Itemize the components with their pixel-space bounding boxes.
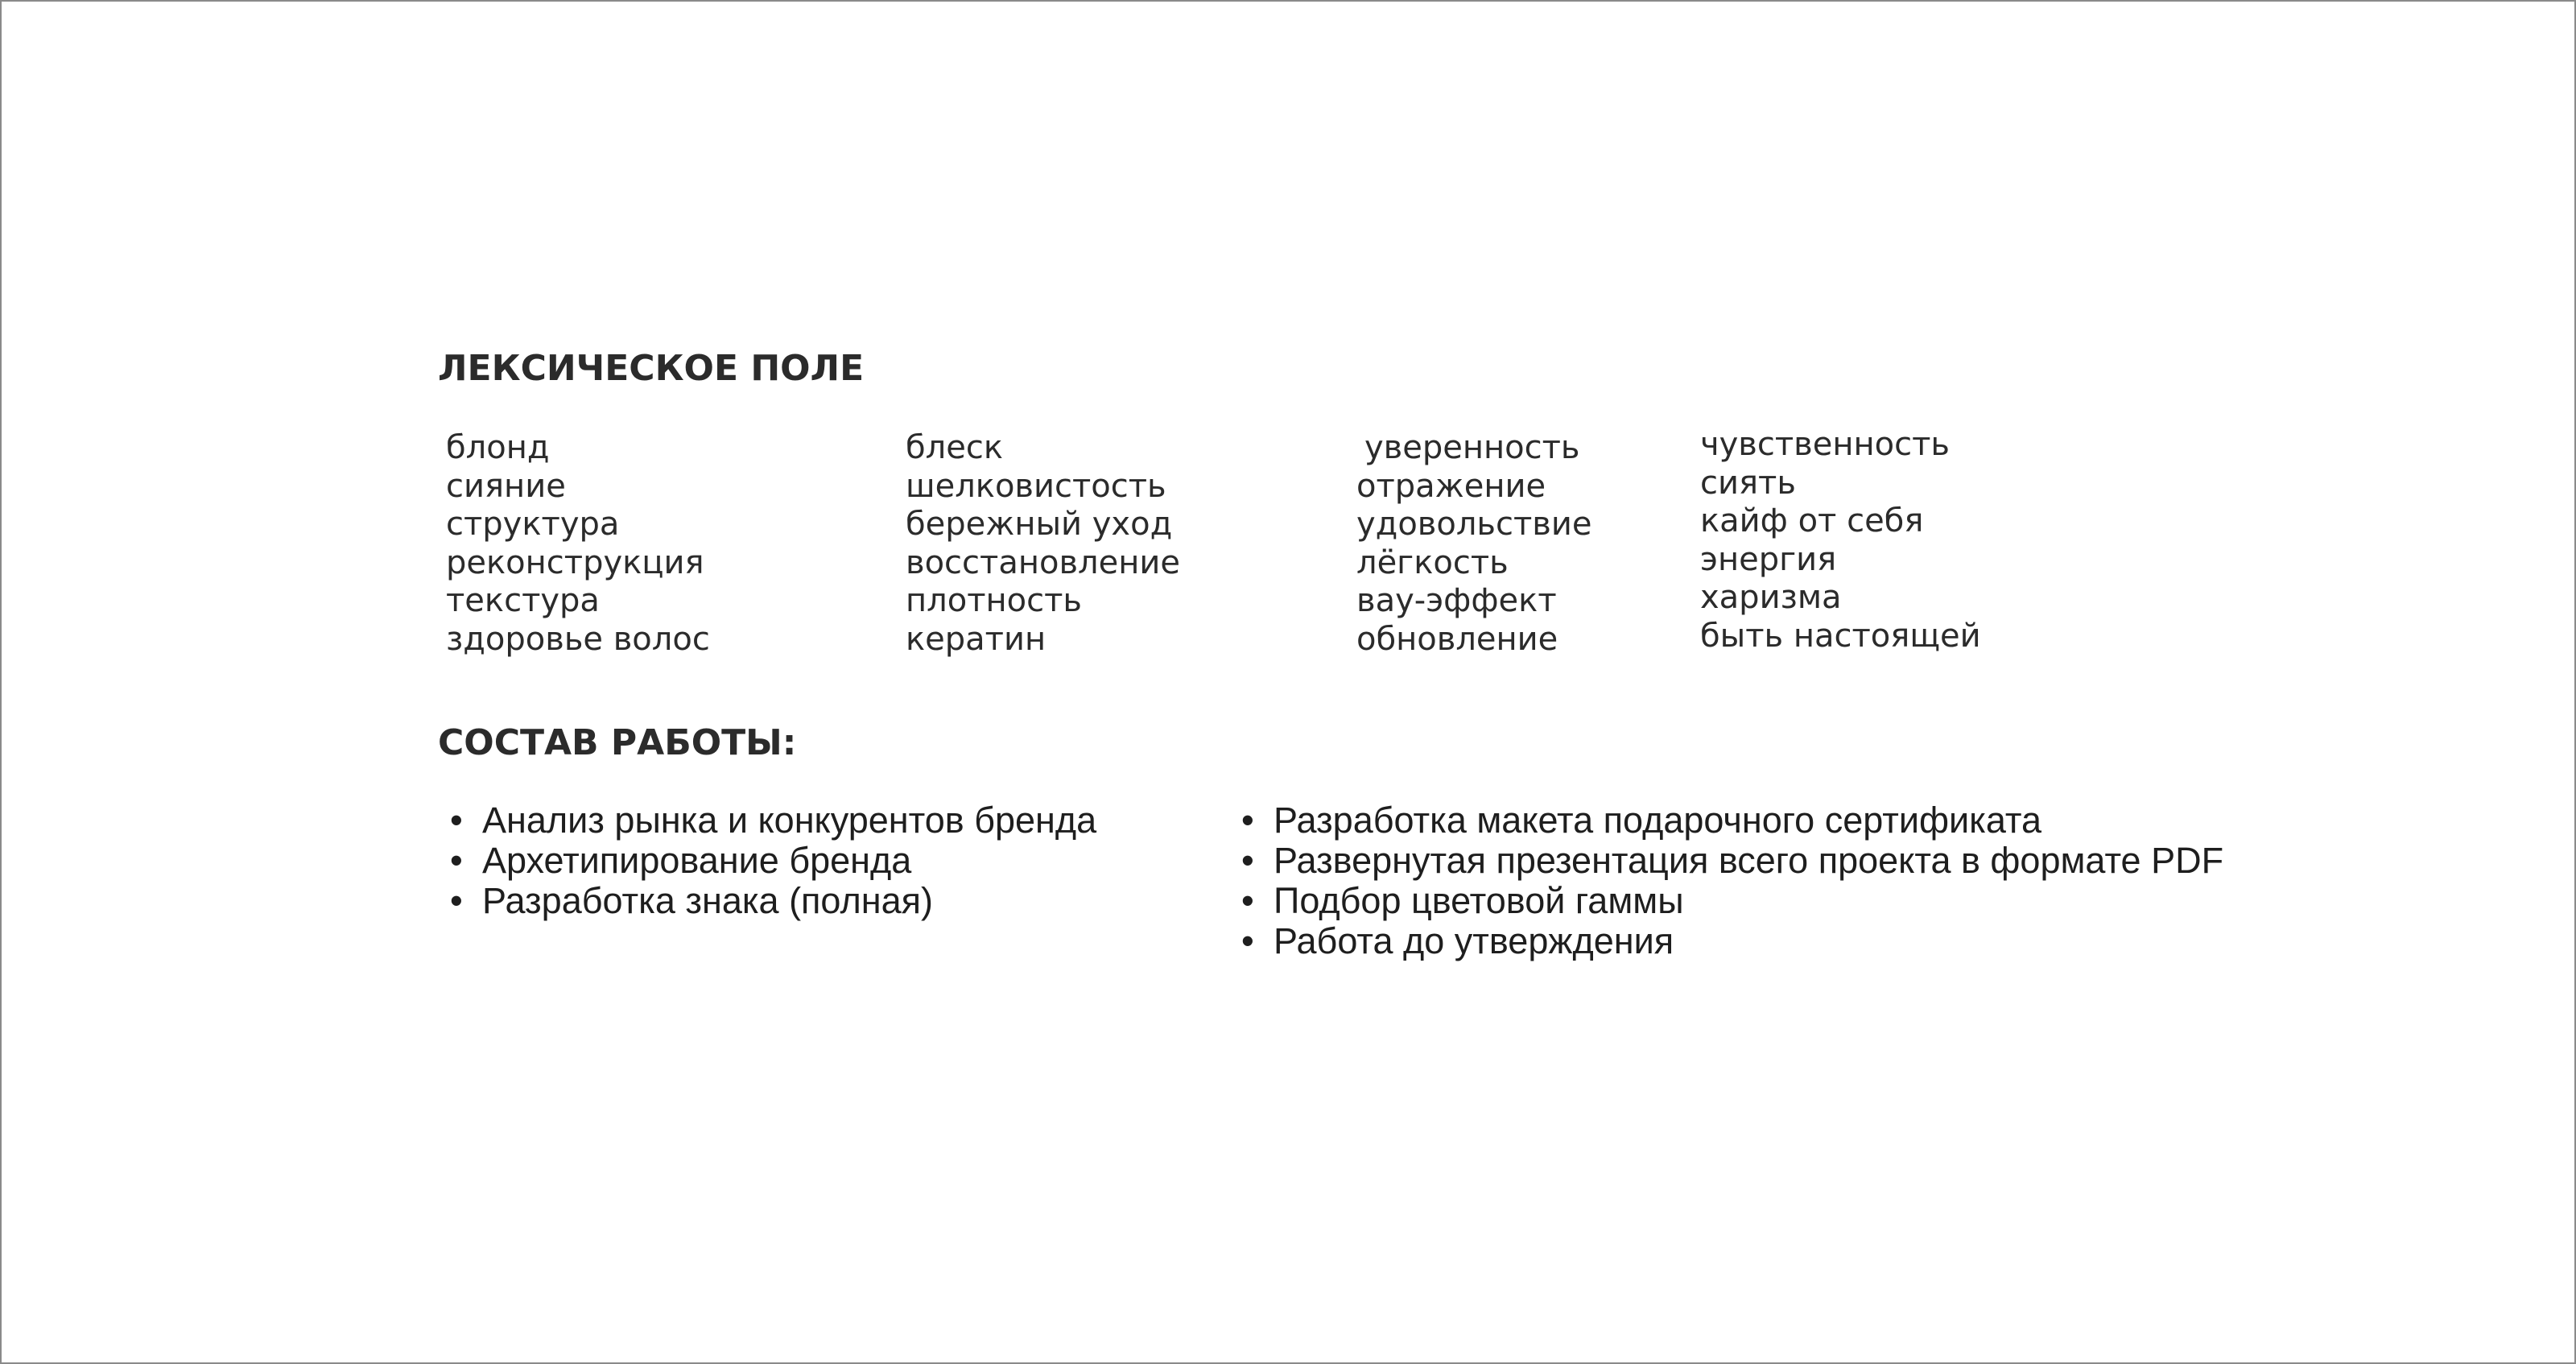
lexical-word: энергия: [1700, 540, 1837, 578]
work-scope-item: [450, 841, 1096, 881]
work-scope-item-label: Анализ рынка и конкурентов бренда: [482, 800, 1097, 841]
lexical-word: блеск: [906, 429, 1003, 466]
bullet-icon: •: [1241, 800, 1254, 841]
lexical-word: плотность: [906, 582, 1082, 619]
lexical-word: кератин: [906, 620, 1046, 658]
work-scope-list-left: [450, 800, 1096, 921]
work-scope-heading: СОСТАВ РАБОТЫ:: [438, 722, 797, 763]
bullet-icon: •: [1241, 840, 1254, 881]
work-scope-item: [1241, 800, 2223, 841]
lexical-word: вау-эффект: [1356, 582, 1557, 619]
lexical-column-1: [446, 429, 710, 659]
lexical-word: реконструкция: [446, 544, 704, 581]
work-scope-item-label: Развернутая презентация всего проекта в формате PDF: [1274, 840, 2224, 881]
lexical-word: харизма: [1700, 579, 1842, 616]
work-scope-list-right: [1241, 800, 2223, 961]
bullet-icon: •: [1241, 880, 1254, 921]
lexical-word: блонд: [446, 429, 550, 466]
lexical-word: обновление: [1356, 620, 1558, 658]
work-scope-item: [450, 800, 1096, 841]
lexical-column-4: [1700, 426, 1981, 655]
work-scope-item-label: Разработка макета подарочного сертификата: [1274, 800, 2042, 841]
lexical-column-3: [1356, 429, 1591, 659]
lexical-word: отражение: [1356, 467, 1546, 505]
lexical-word: лёгкость: [1356, 544, 1509, 581]
lexical-word: бережный уход: [906, 506, 1173, 543]
lexical-field-heading: ЛЕКСИЧЕСКОЕ ПОЛЕ: [438, 348, 865, 389]
work-scope-item: [1241, 841, 2223, 881]
lexical-column-2: [906, 429, 1180, 659]
bullet-icon: •: [450, 880, 463, 921]
lexical-word: уверенность: [1364, 429, 1580, 466]
bullet-icon: •: [450, 800, 463, 841]
work-scope-item-label: Работа до утверждения: [1274, 920, 1674, 961]
lexical-word: структура: [446, 506, 620, 543]
lexical-word: удовольствие: [1356, 506, 1592, 543]
bullet-icon: •: [1241, 920, 1254, 961]
work-scope-item-label: Разработка знака (полная): [482, 880, 933, 921]
work-scope-item-label: Архетипирование бренда: [482, 840, 912, 881]
lexical-word: шелковистость: [906, 467, 1166, 505]
work-scope-item-label: Подбор цветовой гаммы: [1274, 880, 1684, 921]
work-scope-item: [1241, 921, 2223, 961]
lexical-word: здоровье волос: [446, 620, 710, 658]
lexical-word: восстановление: [906, 544, 1180, 581]
lexical-word: сияние: [446, 467, 566, 505]
lexical-word: кайф от себя: [1700, 502, 1924, 539]
lexical-word: быть настоящей: [1700, 617, 1981, 655]
work-scope-item: [450, 881, 1096, 921]
bullet-icon: •: [450, 840, 463, 881]
lexical-word: чувственность: [1700, 426, 1950, 463]
work-scope-item: [1241, 881, 2223, 921]
lexical-word: текстура: [446, 582, 600, 619]
lexical-word: сиять: [1700, 464, 1796, 502]
